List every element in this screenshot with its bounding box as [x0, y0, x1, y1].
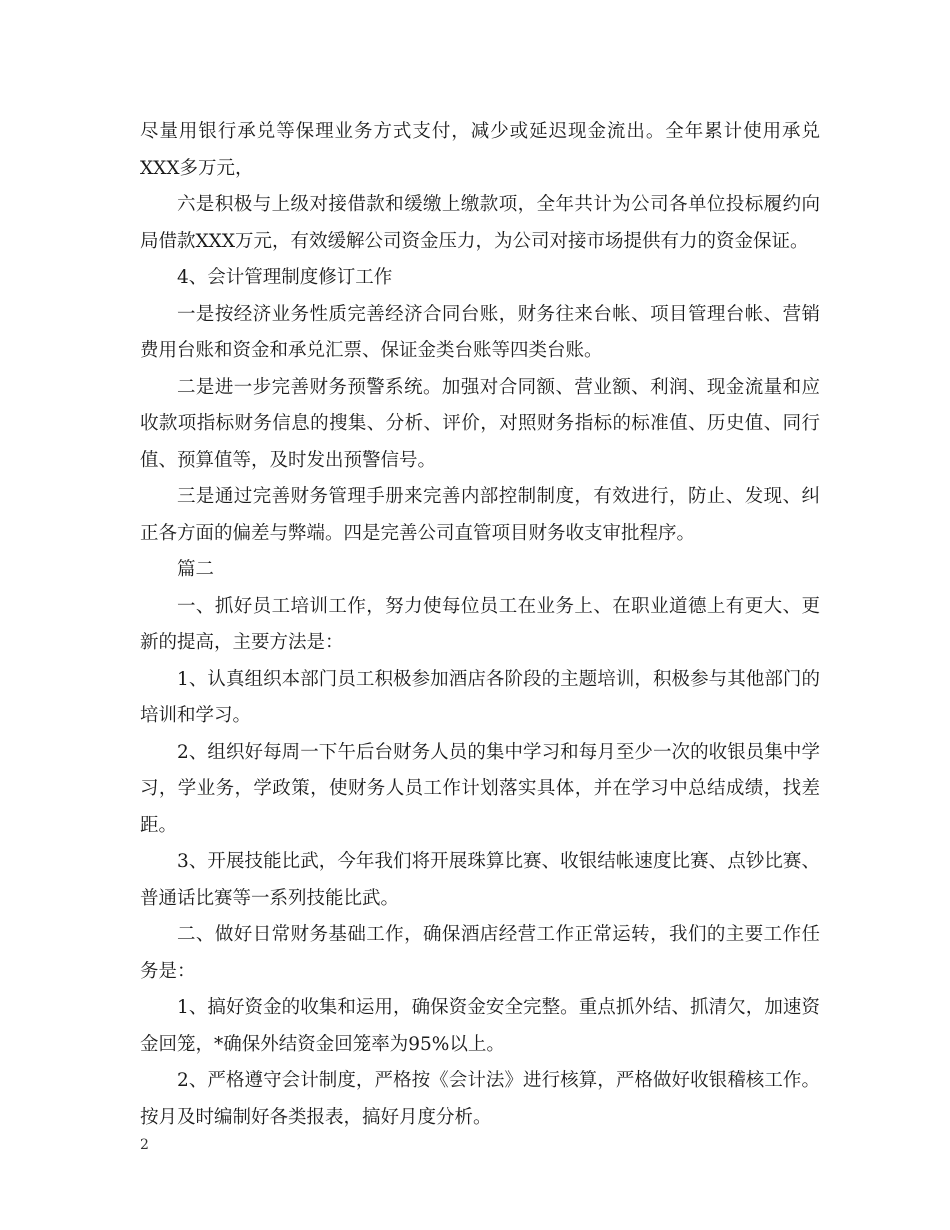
paragraph: 二、做好日常财务基础工作，确保酒店经营工作正常运转，我们的主要工作任务是：	[140, 924, 820, 982]
paragraph: 一、抓好员工培训工作，努力使每位员工在业务上、在职业道德上有更大、更新的提高，主要方法是：	[140, 595, 820, 653]
paragraph: 六是积极与上级对接借款和缓缴上缴款项，全年共计为公司各单位投标履约向局借款XXX万元，有效缓解公司资金压力，为公司对接市场提供有力的资金保证。	[140, 194, 820, 252]
paragraph: 一是按经济业务性质完善经济合同台账，财务往来台帐、项目管理台帐、营销费用台账和资金和承兑汇票、保证金类台账等四类台账。	[140, 303, 820, 361]
paragraph: 三是通过完善财务管理手册来完善内部控制制度，有效进行，防止、发现、纠正各方面的偏差与弊端。四是完善公司直管项目财务收支审批程序。	[140, 486, 820, 544]
paragraph: 1、搞好资金的收集和运用，确保资金安全完整。重点抓外结、抓清欠，加速资金回笼，*确保外结资金回笼率为95%以上。	[140, 997, 820, 1055]
paragraph: 2、严格遵守会计制度，严格按《会计法》进行核算，严格做好收银稽核工作。按月及时编制好各类报表，搞好月度分析。	[140, 1070, 820, 1128]
section-heading: 4、会计管理制度修订工作	[177, 267, 393, 288]
paragraph: 1、认真组织本部门员工积极参加酒店各阶段的主题培训，积极参与其他部门的培训和学习。	[140, 668, 820, 726]
paragraph: 尽量用银行承兑等保理业务方式支付，减少或延迟现金流出。全年累计使用承兑XXX多万元，	[140, 121, 820, 179]
paragraph: 3、开展技能比武，今年我们将开展珠算比赛、收银结帐速度比赛、点钞比赛、普通话比赛等一系列技能比武。	[140, 851, 820, 909]
part-heading: 篇二	[177, 559, 215, 580]
paragraph: 二是进一步完善财务预警系统。加强对合同额、营业额、利润、现金流量和应收款项指标财务信息的搜集、分析、评价，对照财务指标的标准值、历史值、同行值、预算值等，及时发出预警信号。	[140, 376, 820, 471]
body-text	[140, 114, 820, 1136]
paragraph: 2、组织好每周一下午后台财务人员的集中学习和每月至少一次的收银员集中学习，学业务，学政策，使财务人员工作计划落实具体，并在学习中总结成绩，找差距。	[140, 741, 820, 836]
page-number: 2	[140, 1137, 149, 1153]
